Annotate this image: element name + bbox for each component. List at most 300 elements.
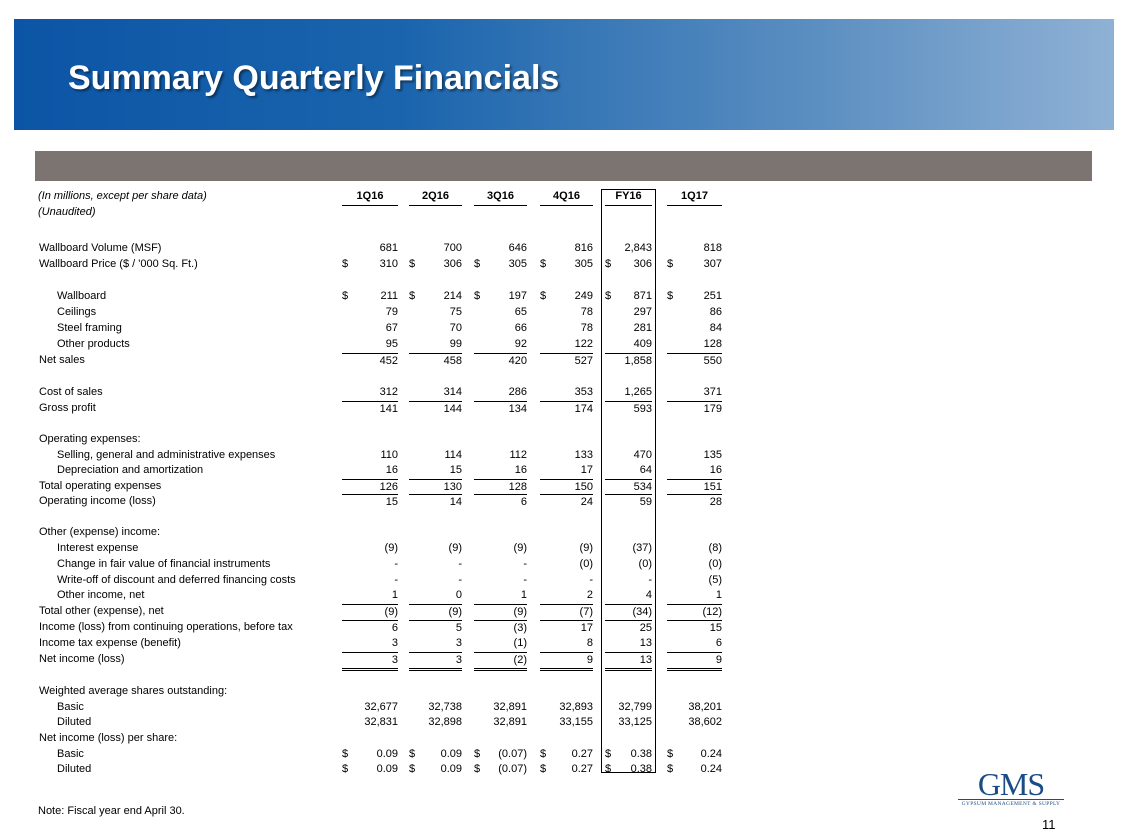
- cell-value: 66: [514, 322, 527, 334]
- table-cell: [667, 762, 722, 777]
- cell-value: 28: [709, 496, 722, 508]
- table-row: [0, 337, 1127, 352]
- table-cell: [667, 463, 722, 478]
- column-header-2q16: 2Q16: [409, 189, 462, 204]
- table-cell: [605, 573, 652, 588]
- cell-value: 6: [520, 496, 527, 508]
- table-row: [0, 385, 1127, 400]
- column-header-4q16: 4Q16: [540, 189, 593, 204]
- row-label: Total operating expenses: [39, 480, 162, 492]
- table-row: [0, 353, 1127, 368]
- cell-value: 3: [391, 637, 398, 649]
- table-cell: [605, 557, 652, 572]
- table-cell: [474, 385, 527, 400]
- table-cell: [540, 257, 593, 272]
- cell-value: 67: [385, 322, 398, 334]
- cell-value: (9): [384, 542, 398, 554]
- cell-value: (9): [448, 542, 462, 554]
- table-row: [0, 604, 1127, 619]
- cell-value: -: [648, 574, 652, 586]
- table-cell: [474, 401, 527, 417]
- cell-value: 150: [574, 481, 593, 493]
- table-cell: [540, 573, 593, 588]
- cell-value: (5): [708, 574, 722, 586]
- table-cell: [540, 241, 593, 256]
- cell-value: -: [589, 574, 593, 586]
- cell-value: 297: [633, 306, 652, 318]
- row-label: Interest expense: [57, 542, 139, 554]
- table-cell: [474, 715, 527, 730]
- cell-value: 550: [703, 355, 722, 367]
- cell-value: 33,125: [618, 716, 652, 728]
- table-cell: [474, 257, 527, 272]
- table-cell: [540, 385, 593, 400]
- currency-symbol: $: [605, 748, 612, 760]
- table-cell: [605, 463, 652, 478]
- table-cell: [342, 321, 398, 336]
- cell-value: (0.07): [498, 763, 527, 775]
- cell-value: (34): [632, 606, 652, 618]
- table-cell: [605, 494, 652, 510]
- table-cell: [342, 353, 398, 369]
- row-label: Selling, general and administrative expenses: [57, 449, 276, 461]
- cell-value: 314: [443, 386, 462, 398]
- table-cell: [667, 241, 722, 256]
- cell-value: 3: [455, 637, 462, 649]
- table-cell: [409, 715, 462, 730]
- cell-value: (9): [384, 606, 398, 618]
- table-cell: [409, 573, 462, 588]
- cell-value: 32,799: [618, 701, 652, 713]
- cell-value: (2): [513, 654, 527, 666]
- table-cell: [667, 652, 722, 671]
- table-row: [0, 573, 1127, 588]
- table-cell: [342, 385, 398, 400]
- cell-value: 15: [385, 496, 398, 508]
- table-cell: [667, 747, 722, 762]
- table-cell: [409, 257, 462, 272]
- currency-symbol: $: [342, 763, 349, 775]
- table-row: [0, 715, 1127, 730]
- table-row: [0, 684, 1127, 699]
- cell-value: (37): [632, 542, 652, 554]
- table-cell: [540, 652, 593, 671]
- cell-value: (0.07): [498, 748, 527, 760]
- page-number: 11: [1042, 817, 1056, 832]
- cell-value: 14: [449, 496, 462, 508]
- cell-value: 0.09: [440, 748, 462, 760]
- cell-value: 134: [508, 403, 527, 415]
- cell-value: 135: [703, 449, 722, 461]
- currency-symbol: $: [667, 763, 674, 775]
- table-cell: [605, 620, 652, 636]
- cell-value: 17: [580, 464, 593, 476]
- cell-value: 5: [455, 622, 462, 634]
- table-cell: [474, 463, 527, 478]
- table-cell: [540, 479, 593, 495]
- cell-value: 310: [379, 258, 398, 270]
- table-cell: [667, 401, 722, 417]
- table-row: [0, 432, 1127, 447]
- row-label: Depreciation and amortization: [57, 464, 204, 476]
- table-cell: [474, 321, 527, 336]
- table-cell: [342, 448, 398, 463]
- currency-symbol: $: [474, 748, 481, 760]
- table-cell: [474, 573, 527, 588]
- cell-value: 0.27: [571, 748, 593, 760]
- currency-symbol: $: [409, 763, 416, 775]
- cell-value: 9: [715, 654, 722, 666]
- cell-value: 16: [709, 464, 722, 476]
- table-row: [0, 636, 1127, 651]
- cell-value: 306: [633, 258, 652, 270]
- table-cell: [409, 588, 462, 603]
- cell-value: 409: [633, 338, 652, 350]
- table-cell: [540, 448, 593, 463]
- header-bar: [35, 151, 1092, 181]
- cell-value: 306: [443, 258, 462, 270]
- row-label: Basic: [57, 701, 84, 713]
- cell-value: (9): [513, 606, 527, 618]
- table-cell: [667, 289, 722, 304]
- table-row: [0, 588, 1127, 603]
- table-cell: [409, 652, 462, 671]
- table-cell: [474, 289, 527, 304]
- table-row: [0, 700, 1127, 715]
- cell-value: 78: [580, 322, 593, 334]
- row-label: Basic: [57, 748, 84, 760]
- table-cell: [342, 700, 398, 715]
- row-label: Diluted: [57, 716, 92, 728]
- cell-value: 211: [380, 290, 398, 302]
- table-row: [0, 241, 1127, 256]
- cell-value: 470: [633, 449, 652, 461]
- row-label: Write-off of discount and deferred financing costs: [57, 574, 296, 586]
- cell-value: 92: [514, 338, 527, 350]
- currency-symbol: $: [409, 748, 416, 760]
- cell-value: (3): [513, 622, 527, 634]
- table-cell: [667, 494, 722, 510]
- footnote: Note: Fiscal year end April 30.: [38, 805, 185, 817]
- cell-value: (1): [513, 637, 527, 649]
- cell-value: 0.09: [376, 748, 398, 760]
- table-cell: [605, 305, 652, 320]
- cell-value: 312: [379, 386, 398, 398]
- cell-value: 593: [633, 403, 652, 415]
- row-label: Wallboard Price ($ / '000 Sq. Ft.): [39, 258, 198, 270]
- cell-value: 70: [449, 322, 462, 334]
- table-cell: [342, 401, 398, 417]
- table-cell: [474, 747, 527, 762]
- cell-value: 32,891: [493, 716, 527, 728]
- table-cell: [474, 604, 527, 620]
- table-cell: [605, 353, 652, 369]
- table-cell: [667, 620, 722, 636]
- row-label: Total other (expense), net: [39, 605, 164, 617]
- cell-value: -: [394, 574, 398, 586]
- row-label: Net sales: [39, 354, 85, 366]
- cell-value: 2: [586, 589, 593, 601]
- cell-value: 1,858: [624, 355, 652, 367]
- cell-value: 79: [385, 306, 398, 318]
- table-cell: [409, 494, 462, 510]
- table-cell: [409, 241, 462, 256]
- table-cell: [667, 337, 722, 352]
- table-row: [0, 525, 1127, 540]
- table-cell: [409, 463, 462, 478]
- table-cell: [342, 463, 398, 478]
- cell-value: (0): [579, 558, 593, 570]
- table-cell: [342, 620, 398, 636]
- table-cell: [667, 636, 722, 651]
- table-cell: [605, 321, 652, 336]
- table-cell: [474, 241, 527, 256]
- table-cell: [605, 762, 652, 777]
- table-cell: [409, 636, 462, 651]
- table-cell: [540, 557, 593, 572]
- cell-value: 371: [703, 386, 722, 398]
- table-cell: [474, 557, 527, 572]
- currency-symbol: $: [540, 290, 547, 302]
- table-cell: [342, 715, 398, 730]
- cell-value: 307: [703, 258, 722, 270]
- cell-value: 144: [443, 403, 462, 415]
- currency-symbol: $: [474, 290, 481, 302]
- table-cell: [342, 257, 398, 272]
- currency-symbol: $: [540, 763, 547, 775]
- cell-value: 700: [443, 242, 462, 254]
- table-cell: [605, 401, 652, 417]
- cell-value: 78: [580, 306, 593, 318]
- table-cell: [409, 604, 462, 620]
- cell-value: 179: [703, 403, 722, 415]
- currency-symbol: $: [605, 763, 612, 775]
- table-cell: [342, 337, 398, 352]
- table-cell: [474, 762, 527, 777]
- table-cell: [667, 588, 722, 603]
- cell-value: (9): [579, 542, 593, 554]
- cell-value: 33,155: [559, 716, 593, 728]
- cell-value: 452: [379, 355, 398, 367]
- table-cell: [474, 541, 527, 556]
- table-cell: [605, 448, 652, 463]
- table-cell: [605, 652, 652, 671]
- table-cell: [605, 289, 652, 304]
- cell-value: 871: [633, 290, 652, 302]
- gms-logo: [958, 766, 1064, 807]
- table-cell: [342, 762, 398, 777]
- table-cell: [342, 573, 398, 588]
- table-row: [0, 321, 1127, 336]
- cell-value: 86: [709, 306, 722, 318]
- cell-value: 128: [508, 481, 527, 493]
- cell-value: 353: [574, 386, 593, 398]
- table-cell: [540, 337, 593, 352]
- cell-value: 0.38: [630, 748, 652, 760]
- currency-symbol: $: [474, 258, 481, 270]
- table-cell: [409, 747, 462, 762]
- cell-value: (9): [448, 606, 462, 618]
- cell-value: 646: [508, 242, 527, 254]
- cell-value: 17: [580, 622, 593, 634]
- table-cell: [540, 588, 593, 603]
- currency-symbol: $: [605, 258, 612, 270]
- currency-symbol: $: [342, 748, 349, 760]
- table-cell: [540, 715, 593, 730]
- cell-value: 0.24: [700, 763, 722, 775]
- cell-value: 24: [580, 496, 593, 508]
- cell-value: 174: [574, 403, 593, 415]
- table-cell: [540, 700, 593, 715]
- table-cell: [667, 715, 722, 730]
- cell-value: 133: [574, 449, 593, 461]
- cell-value: 6: [715, 637, 722, 649]
- table-cell: [409, 762, 462, 777]
- table-cell: [474, 353, 527, 369]
- table-row: [0, 463, 1127, 478]
- currency-symbol: $: [605, 290, 612, 302]
- table-cell: [605, 636, 652, 651]
- cell-value: 75: [449, 306, 462, 318]
- column-header-1q16: 1Q16: [342, 189, 398, 204]
- table-cell: [667, 305, 722, 320]
- cell-value: 3: [455, 654, 462, 666]
- table-cell: [667, 321, 722, 336]
- currency-symbol: $: [540, 748, 547, 760]
- table-cell: [342, 541, 398, 556]
- cell-value: -: [458, 574, 462, 586]
- cell-value: 305: [508, 258, 527, 270]
- row-label: Ceilings: [57, 306, 97, 318]
- cell-value: 13: [639, 654, 652, 666]
- cell-value: 6: [391, 622, 398, 634]
- cell-value: 38,602: [688, 716, 722, 728]
- table-row: [0, 652, 1127, 667]
- cell-value: 8: [586, 637, 593, 649]
- cell-value: 15: [449, 464, 462, 476]
- table-cell: [342, 604, 398, 620]
- title-banner: [14, 19, 1114, 130]
- table-cell: [409, 557, 462, 572]
- cell-value: 420: [508, 355, 527, 367]
- table-cell: [667, 257, 722, 272]
- cell-value: 59: [639, 496, 652, 508]
- table-cell: [540, 762, 593, 777]
- cell-value: -: [394, 558, 398, 570]
- cell-value: 534: [633, 481, 652, 493]
- table-cell: [540, 494, 593, 510]
- table-cell: [540, 636, 593, 651]
- row-label: Other products: [57, 338, 130, 350]
- table-cell: [540, 463, 593, 478]
- cell-value: -: [523, 558, 527, 570]
- table-cell: [409, 401, 462, 417]
- cell-value: 818: [703, 242, 722, 254]
- cell-value: 0.27: [571, 763, 593, 775]
- logo-subtext: GYPSUM MANAGEMENT & SUPPLY: [958, 799, 1064, 807]
- table-cell: [667, 479, 722, 495]
- cell-value: 32,831: [364, 716, 398, 728]
- table-cell: [540, 353, 593, 369]
- cell-value: (9): [513, 542, 527, 554]
- cell-value: 32,738: [428, 701, 462, 713]
- cell-value: 65: [514, 306, 527, 318]
- cell-value: 99: [449, 338, 462, 350]
- cell-value: 141: [379, 403, 398, 415]
- cell-value: 2,843: [624, 242, 652, 254]
- currency-symbol: $: [667, 258, 674, 270]
- cell-value: 197: [508, 290, 527, 302]
- table-cell: [540, 289, 593, 304]
- cell-value: 0.38: [630, 763, 652, 775]
- unaudited-note: (Unaudited): [38, 206, 96, 218]
- table-cell: [409, 337, 462, 352]
- table-cell: [667, 604, 722, 620]
- table-cell: [667, 541, 722, 556]
- table-cell: [605, 257, 652, 272]
- cell-value: 25: [639, 622, 652, 634]
- cell-value: (12): [702, 606, 722, 618]
- row-label: Income tax expense (benefit): [39, 637, 181, 649]
- cell-value: 681: [379, 242, 398, 254]
- cell-value: 458: [443, 355, 462, 367]
- table-cell: [667, 385, 722, 400]
- table-cell: [605, 541, 652, 556]
- cell-value: 95: [385, 338, 398, 350]
- table-cell: [342, 588, 398, 603]
- table-cell: [409, 479, 462, 495]
- table-cell: [409, 321, 462, 336]
- row-label: Steel framing: [57, 322, 122, 334]
- table-cell: [605, 700, 652, 715]
- table-cell: [409, 700, 462, 715]
- table-cell: [474, 620, 527, 636]
- cell-value: 16: [514, 464, 527, 476]
- cell-value: 16: [385, 464, 398, 476]
- logo-text: GMS: [977, 766, 1045, 802]
- page-title: Summary Quarterly Financials: [68, 59, 560, 97]
- column-header-fy16: FY16: [605, 189, 652, 204]
- cell-value: 281: [633, 322, 652, 334]
- currency-symbol: $: [342, 290, 349, 302]
- cell-value: 816: [574, 242, 593, 254]
- table-cell: [342, 494, 398, 510]
- row-label: Cost of sales: [39, 386, 103, 398]
- table-cell: [474, 494, 527, 510]
- cell-value: 286: [508, 386, 527, 398]
- table-cell: [605, 479, 652, 495]
- table-cell: [667, 573, 722, 588]
- cell-value: 9: [586, 654, 593, 666]
- table-row: [0, 747, 1127, 762]
- row-label: Wallboard Volume (MSF): [39, 242, 162, 254]
- row-label: Other income, net: [57, 589, 145, 601]
- table-cell: [540, 620, 593, 636]
- cell-value: 126: [379, 481, 398, 493]
- table-row: [0, 479, 1127, 494]
- table-cell: [540, 321, 593, 336]
- cell-value: 0.24: [700, 748, 722, 760]
- row-label: Net income (loss): [39, 653, 125, 665]
- table-cell: [605, 747, 652, 762]
- table-cell: [474, 337, 527, 352]
- row-label: Operating expenses:: [39, 433, 141, 445]
- table-cell: [667, 353, 722, 369]
- table-cell: [409, 448, 462, 463]
- table-cell: [342, 557, 398, 572]
- column-header-3q16: 3Q16: [474, 189, 527, 204]
- table-cell: [605, 715, 652, 730]
